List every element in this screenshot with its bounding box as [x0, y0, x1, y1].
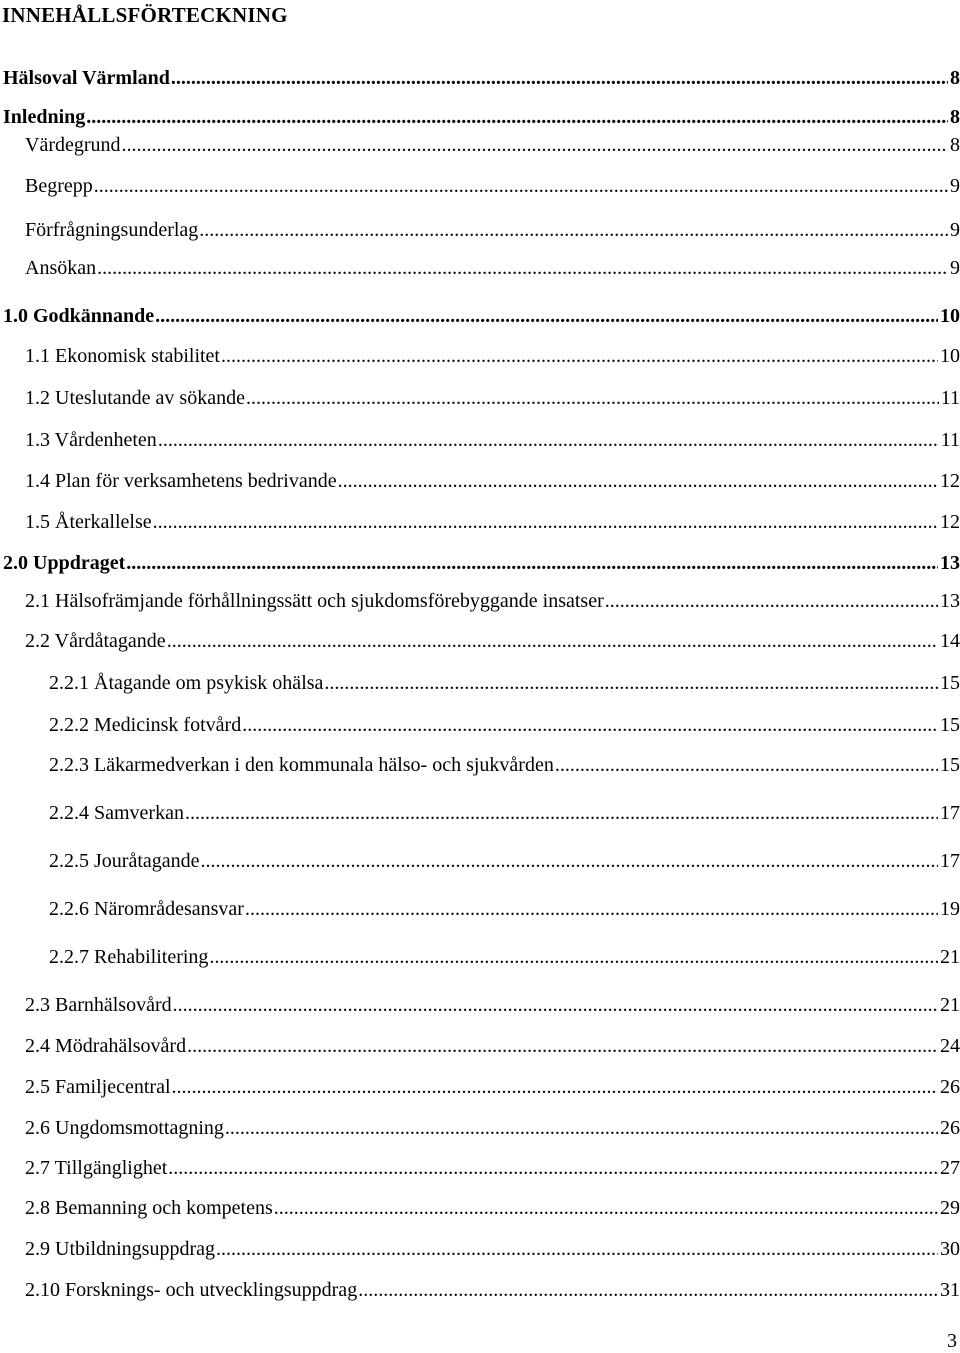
toc-entry[interactable]: [25, 1032, 960, 1060]
toc-entry[interactable]: [49, 669, 960, 697]
toc-dot-leader: [199, 216, 948, 244]
toc-entry[interactable]: [49, 799, 960, 827]
toc-entry-label: 2.6 Ungdomsmottagning: [25, 1117, 224, 1139]
toc-dot-leader: [167, 627, 938, 655]
toc-dot-leader: [187, 1032, 938, 1060]
toc-entry[interactable]: [49, 847, 960, 875]
toc-entry-label: 2.4 Mödrahälsovård: [25, 1035, 187, 1057]
toc-entry[interactable]: [25, 342, 960, 370]
toc-dot-leader: [216, 1235, 938, 1263]
toc-entry-label: 2.2.4 Samverkan: [49, 802, 184, 824]
toc-entry-label: 2.2.2 Medicinsk fotvård: [49, 714, 242, 736]
toc-entry-label: 1.1 Ekonomisk stabilitet: [25, 345, 220, 367]
toc-entry[interactable]: [3, 549, 960, 577]
toc-entry[interactable]: [25, 172, 960, 200]
toc-entry-label: Ansökan: [25, 257, 97, 279]
toc-entry[interactable]: [49, 751, 960, 779]
toc-entry-label: 2.5 Familjecentral: [25, 1076, 171, 1098]
toc-entry-label: 1.0 Godkännande: [3, 305, 155, 327]
toc-entry-page: 15: [940, 754, 960, 776]
toc-dot-leader: [605, 587, 938, 615]
toc-dot-leader: [225, 1114, 938, 1142]
toc-entry[interactable]: [3, 302, 960, 330]
toc-entry-page: 31: [940, 1279, 960, 1301]
toc-dot-leader: [86, 103, 948, 131]
toc-dot-leader: [153, 508, 938, 536]
toc-dot-leader: [97, 254, 948, 282]
toc-entry-page: 9: [950, 257, 960, 279]
toc-dot-leader: [168, 1154, 938, 1182]
toc-entry-page: 9: [950, 175, 960, 197]
toc-entry[interactable]: [49, 943, 960, 971]
toc-entry-label: Begrepp: [25, 175, 93, 197]
toc-entry-page: 27: [940, 1157, 960, 1179]
toc-entry-page: 9: [950, 219, 960, 241]
toc-entry-label: 2.7 Tillgänglighet: [25, 1157, 168, 1179]
toc-entry-label: 2.2.3 Läkarmedverkan i den kommunala hälso- och sjukvården: [49, 754, 554, 776]
toc-dot-leader: [274, 1194, 938, 1222]
toc-entry-page: 11: [940, 429, 960, 451]
toc-entry-page: 11: [940, 387, 960, 409]
toc-entry[interactable]: [49, 895, 960, 923]
toc-dot-leader: [338, 467, 938, 495]
toc-dot-leader: [242, 711, 938, 739]
toc-entry[interactable]: [25, 1276, 960, 1304]
toc-entry-label: 1.3 Vårdenheten: [25, 429, 157, 451]
toc-entry-page: 21: [940, 994, 960, 1016]
toc-entry-label: 2.1 Hälsofrämjande förhållningssätt och sjukdomsförebyggande insatser: [25, 590, 604, 612]
toc-entry-label: 2.3 Barnhälsovård: [25, 994, 172, 1016]
toc-entry-label: Hälsoval Värmland: [3, 67, 170, 89]
toc-dot-leader: [221, 342, 938, 370]
toc-entry[interactable]: [25, 508, 960, 536]
toc-entry-page: 8: [950, 134, 960, 156]
toc-entry-label: Inledning: [3, 106, 86, 128]
toc-entry[interactable]: [25, 1235, 960, 1263]
toc-entry[interactable]: [25, 426, 960, 454]
toc-dot-leader: [358, 1276, 938, 1304]
toc-entry[interactable]: [25, 1194, 960, 1222]
toc-entry-page: 30: [940, 1238, 960, 1260]
toc-entry-page: 29: [940, 1197, 960, 1219]
toc-dot-leader: [172, 1073, 938, 1101]
toc-dot-leader: [209, 943, 938, 971]
toc-entry-page: 17: [940, 850, 960, 872]
toc-entry[interactable]: [25, 384, 960, 412]
toc-entry-label: 2.2 Vårdåtagande: [25, 630, 166, 652]
toc-dot-leader: [126, 549, 938, 577]
toc-entry[interactable]: [25, 627, 960, 655]
toc-entry[interactable]: [25, 587, 960, 615]
toc-dot-leader: [122, 131, 948, 159]
toc-dot-leader: [324, 669, 938, 697]
toc-dot-leader: [173, 991, 938, 1019]
toc-entry-page: 15: [940, 714, 960, 736]
toc-dot-leader: [201, 847, 938, 875]
toc-entry-page: 19: [940, 898, 960, 920]
toc-entry-label: 2.0 Uppdraget: [3, 552, 126, 574]
toc-entry[interactable]: [25, 467, 960, 495]
toc-entry[interactable]: [49, 711, 960, 739]
toc-entry-page: 10: [940, 345, 960, 367]
toc-entry-label: 2.10 Forsknings- och utvecklingsuppdrag: [25, 1279, 358, 1301]
toc-entry-page: 26: [940, 1076, 960, 1098]
toc-entry[interactable]: [25, 131, 960, 159]
toc-entry-page: 8: [950, 106, 960, 128]
toc-entry-page: 12: [940, 511, 960, 533]
toc-entry-label: 2.2.1 Åtagande om psykisk ohälsa: [49, 672, 324, 694]
toc-entry-page: 26: [940, 1117, 960, 1139]
toc-entry[interactable]: [3, 64, 960, 92]
toc-dot-leader: [245, 895, 938, 923]
toc-entry-label: 1.5 Återkallelse: [25, 511, 152, 533]
toc-entry-page: 14: [940, 630, 960, 652]
toc-dot-leader: [185, 799, 938, 827]
toc-entry-page: 12: [940, 470, 960, 492]
toc-entry[interactable]: [25, 991, 960, 1019]
toc-dot-leader: [94, 172, 948, 200]
toc-entry-label: Värdegrund: [25, 134, 121, 156]
toc-dot-leader: [246, 384, 939, 412]
toc-entry-label: Förfrågningsunderlag: [25, 219, 199, 241]
toc-entry-label: 1.2 Uteslutande av sökande: [25, 387, 245, 409]
page-title: INNEHÅLLSFÖRTECKNING: [2, 3, 288, 27]
toc-entry[interactable]: [25, 254, 960, 282]
toc-entry[interactable]: [3, 103, 960, 131]
toc-entry[interactable]: [25, 1073, 960, 1101]
toc-entry[interactable]: [25, 1154, 960, 1182]
toc-entry-page: 8: [950, 67, 960, 89]
toc-entry-page: 13: [940, 590, 960, 612]
toc-entry-page: 24: [940, 1035, 960, 1057]
toc-entry-label: 2.9 Utbildningsuppdrag: [25, 1238, 215, 1260]
toc-entry-page: 15: [940, 672, 960, 694]
toc-entry[interactable]: [25, 216, 960, 244]
toc-entry-page: 13: [940, 552, 960, 574]
toc-dot-leader: [158, 426, 939, 454]
toc-dot-leader: [155, 302, 938, 330]
toc-entry-label: 1.4 Plan för verksamhetens bedrivande: [25, 470, 337, 492]
toc-dot-leader: [555, 751, 938, 779]
page-number: 3: [947, 1330, 957, 1352]
toc-dot-leader: [171, 64, 948, 92]
toc-entry-page: 10: [940, 305, 960, 327]
toc-entry-label: 2.2.7 Rehabilitering: [49, 946, 209, 968]
toc-entry-label: 2.2.5 Jouråtagande: [49, 850, 200, 872]
toc-entry[interactable]: [25, 1114, 960, 1142]
toc-entry-label: 2.8 Bemanning och kompetens: [25, 1197, 273, 1219]
toc-entry-page: 21: [940, 946, 960, 968]
toc-entry-label: 2.2.6 Närområdesansvar: [49, 898, 244, 920]
toc-entry-page: 17: [940, 802, 960, 824]
